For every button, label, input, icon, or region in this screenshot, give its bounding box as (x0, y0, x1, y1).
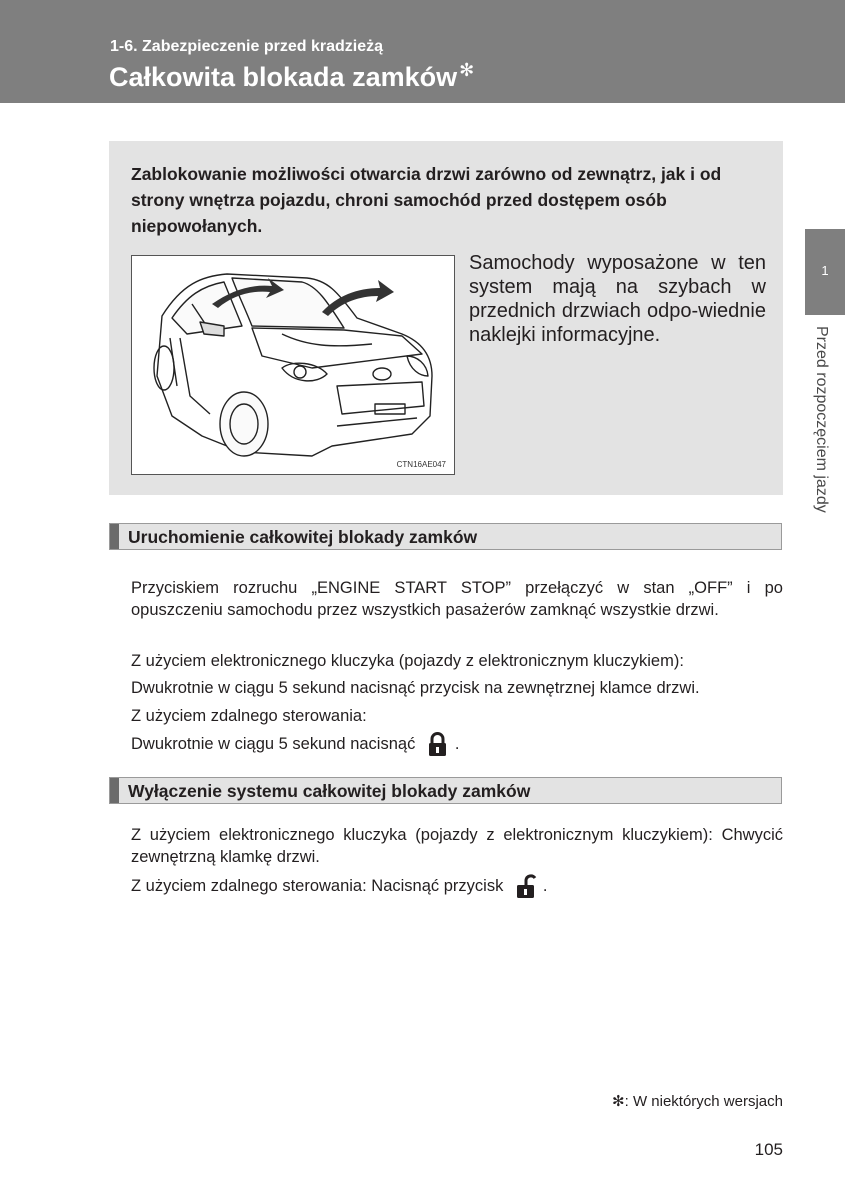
paragraph: Z użyciem elektronicznego kluczyka (pojazdy z elektronicznym kluczykiem): Chwycić zewnętrzną klamkę drzwi. (131, 826, 783, 866)
paragraph-with-unlock (131, 873, 783, 900)
paragraph: Z użyciem elektronicznego kluczyka (pojazdy z elektronicznym kluczykiem): (131, 652, 684, 670)
paragraph-text: Z użyciem zdalnego sterowania: Nacisnąć przycisk (131, 876, 504, 895)
intro-text: Zablokowanie możliwości otwarcia drzwi zarówno od zewnątrz, jak i od strony wnętrza pojazdu, chroni samochód przed dostępem osób niepowołanych. (131, 164, 722, 236)
car-illustration (131, 255, 455, 475)
paragraph-end: . (454, 734, 460, 753)
section-label: 1-6. Zabezpieczenie przed kradzieżą (110, 38, 383, 55)
paragraph-with-lock (131, 731, 783, 758)
chapter-number: 1 (821, 263, 829, 278)
heading-bar (110, 524, 119, 549)
figure-code: CTN16AE047 (396, 460, 446, 469)
section-heading-activation (109, 523, 782, 550)
intro-box (109, 141, 783, 495)
section-heading-text: Uruchomienie całkowitej blokady zamków (128, 527, 478, 547)
heading-bar (110, 778, 119, 803)
section-heading-deactivation (109, 777, 782, 804)
section-heading-text: Wyłączenie systemu całkowitej blokady zamków (128, 781, 531, 801)
page-title-text: Całkowita blokada zamków (109, 62, 458, 92)
chapter-label: Przed rozpoczęciem jazdy (813, 326, 830, 513)
footnote: ✻: W niektórych wersjach (612, 1093, 783, 1110)
sticker-note: Samochody wyposażone w ten system mają na szybach w przednich drzwiach odpo-wiednie naklejki informacyjne. (469, 252, 766, 346)
lock-icon (424, 731, 451, 758)
page-title (109, 60, 474, 93)
unlock-icon (512, 873, 539, 900)
paragraph: Z użyciem zdalnego sterowania: (131, 707, 367, 725)
paragraph: Przyciskiem rozruchu „ENGINE START STOP” przełączyć w stan „OFF” i po opuszczeniu samochodu przez wszystkich pasażerów zamknąć wszystkie drzwi. (131, 579, 783, 619)
paragraph-end: . (542, 876, 548, 895)
chapter-tab (805, 229, 845, 315)
page-number: 105 (754, 1140, 783, 1159)
page-header (0, 0, 845, 103)
title-asterisk: ✻ (459, 60, 475, 80)
paragraph: Dwukrotnie w ciągu 5 sekund nacisnąć przycisk na zewnętrznej klamce drzwi. (131, 679, 700, 697)
car-drawing (132, 256, 454, 474)
paragraph-text: Dwukrotnie w ciągu 5 sekund nacisnąć (131, 734, 416, 753)
